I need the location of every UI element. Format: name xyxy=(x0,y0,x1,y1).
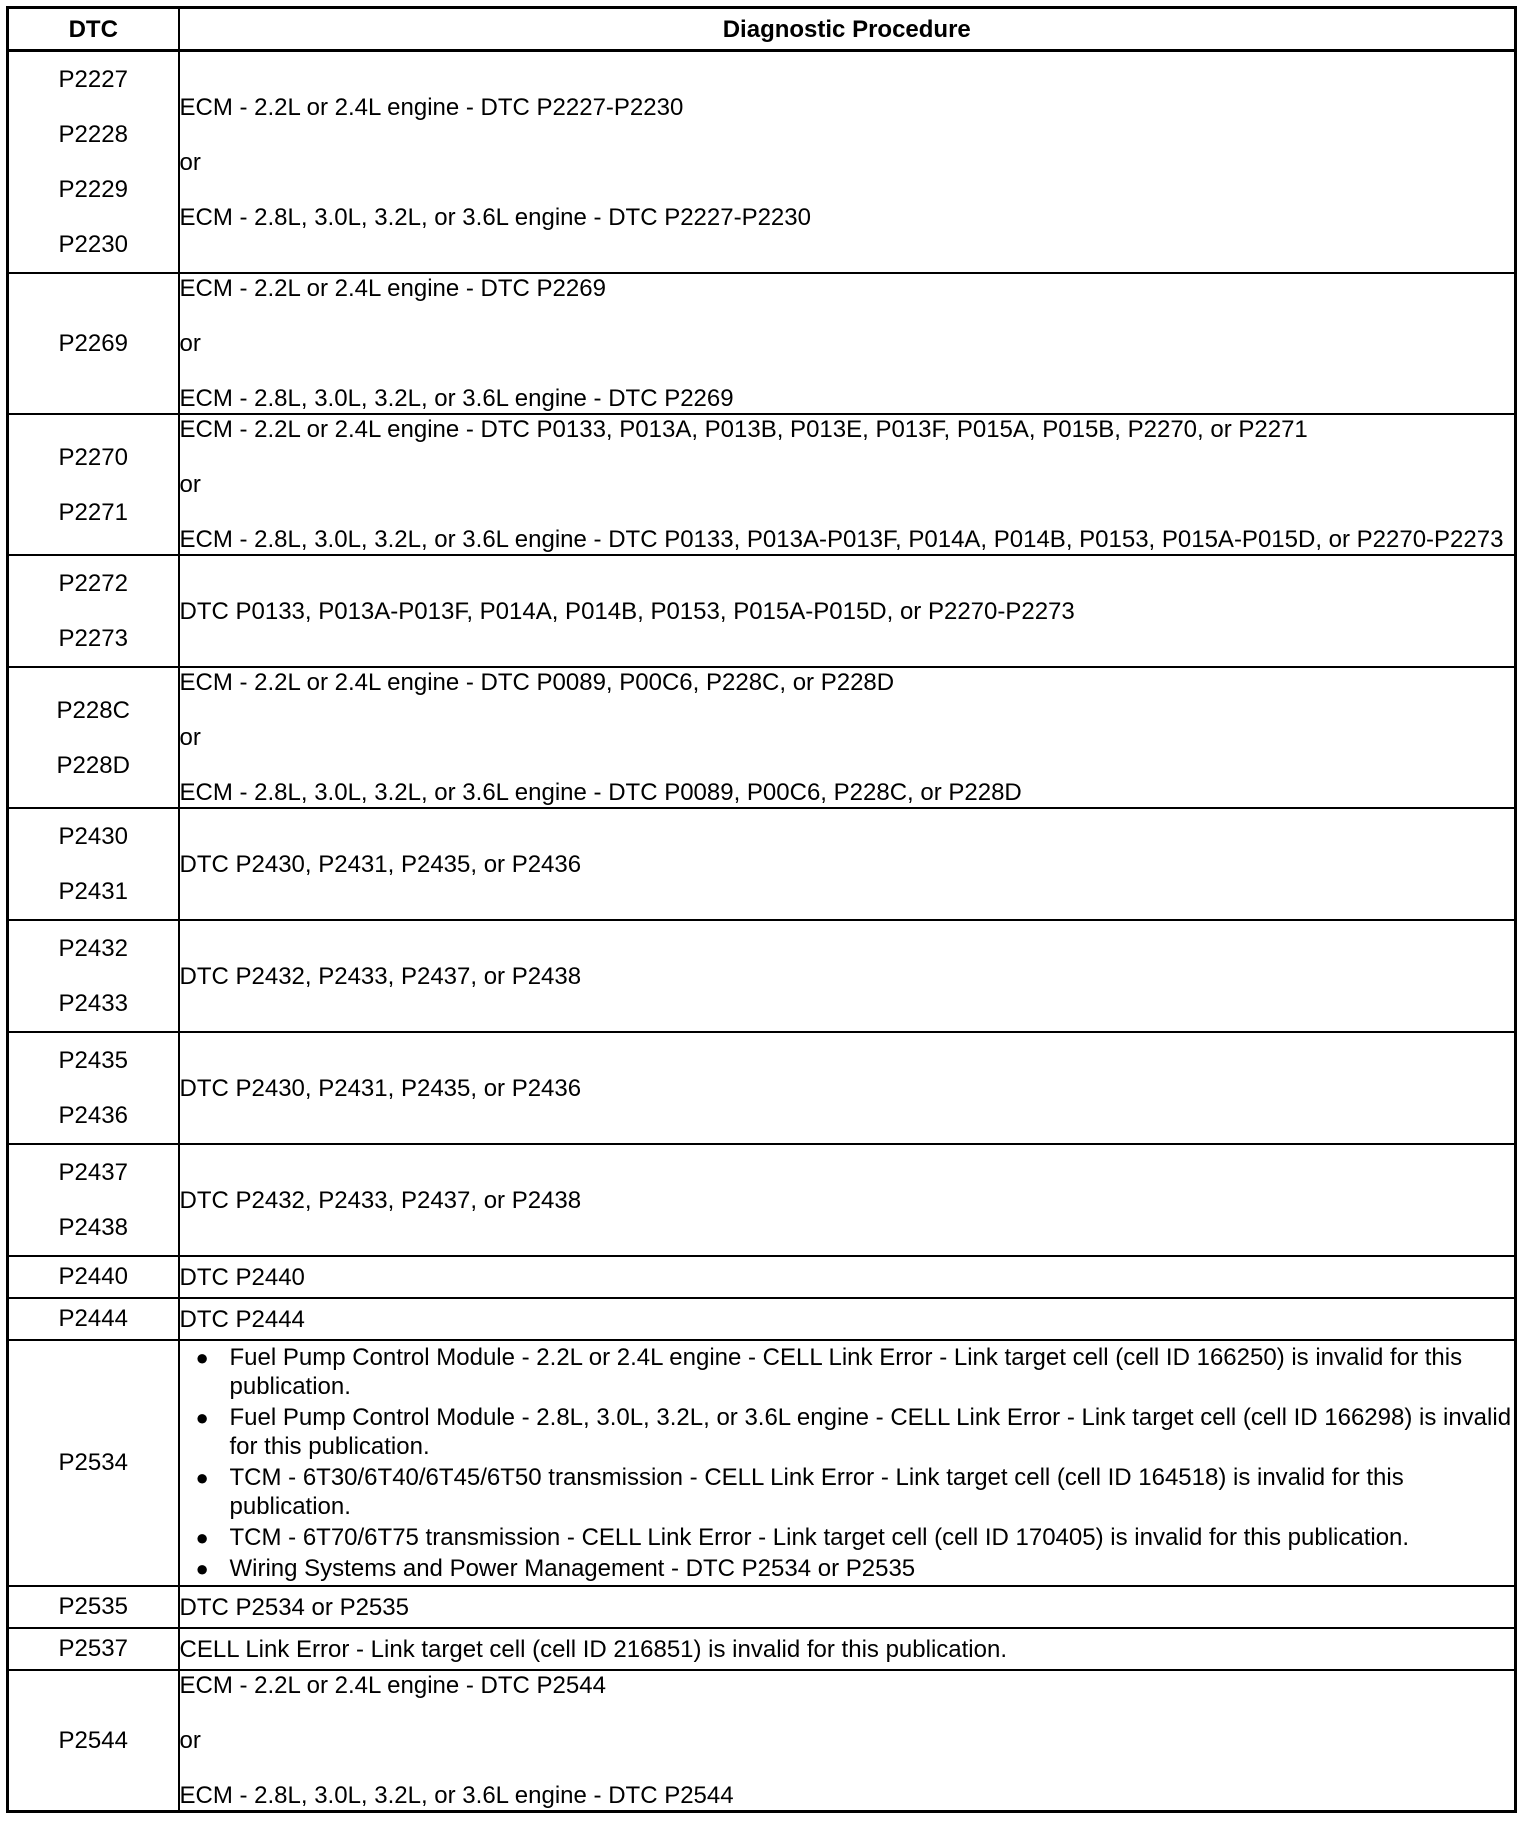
procedure-cell xyxy=(179,414,1516,555)
page xyxy=(6,6,1514,1813)
paragraph-gap xyxy=(180,1755,1515,1781)
procedure-text: ECM - 2.8L, 3.0L, 3.2L, or 3.6L engine - DTC P2544 xyxy=(179,1782,734,1809)
procedure-cell xyxy=(179,1144,1516,1256)
procedure-text: ECM - 2.2L or 2.4L engine - DTC P2544 xyxy=(179,1672,606,1699)
procedure-text: ECM - 2.2L or 2.4L engine - DTC P2269 xyxy=(179,275,606,302)
procedure-cell xyxy=(179,1586,1516,1628)
dtc-code: P2437 xyxy=(58,1159,128,1186)
procedure-text: DTC P2430, P2431, P2435, or P2436 xyxy=(179,850,582,878)
procedure-text: ECM - 2.8L, 3.0L, 3.2L, or 3.6L engine - DTC P0089, P00C6, P228C, or P228D xyxy=(179,779,1022,806)
dtc-code: P2269 xyxy=(58,329,128,357)
dtc-cell xyxy=(8,1032,179,1144)
dtc-cell xyxy=(8,1628,179,1670)
procedure-cell xyxy=(179,808,1516,920)
dtc-cell xyxy=(8,51,179,274)
procedure-cell xyxy=(179,1298,1516,1340)
dtc-cell xyxy=(8,1670,179,1812)
table-row xyxy=(8,414,1516,555)
procedure-text: ECM - 2.8L, 3.0L, 3.2L, or 3.6L engine - DTC P2269 xyxy=(179,385,734,412)
dtc-code: P2228 xyxy=(58,121,128,148)
dtc-code: P2444 xyxy=(58,1305,128,1332)
procedure-text: DTC P2444 xyxy=(179,1305,305,1333)
dtc-cell xyxy=(8,1298,179,1340)
procedure-text: DTC P2440 xyxy=(179,1263,305,1291)
procedure-bullet-item: ● Fuel Pump Control Module - 2.8L, 3.0L, 3.2L, or 3.6L engine - CELL Link Error - Link target cell (cell ID 166298) is invalid for this publication. xyxy=(230,1403,1515,1461)
procedure-cell xyxy=(179,667,1516,808)
dtc-code: P228C xyxy=(56,696,130,724)
table-row xyxy=(8,667,1516,808)
table-row xyxy=(8,1586,1516,1628)
dtc-code: P2230 xyxy=(58,231,128,258)
procedure-bullet-list xyxy=(180,1343,1515,1583)
procedure-cell xyxy=(179,920,1516,1032)
procedure-text: ECM - 2.2L or 2.4L engine - DTC P0089, P00C6, P228C, or P228D xyxy=(179,669,895,696)
procedure-cell xyxy=(179,1670,1516,1812)
paragraph-gap xyxy=(180,303,1515,329)
procedure-or-separator: or xyxy=(179,724,201,751)
procedure-text: CELL Link Error - Link target cell (cell ID 216851) is invalid for this publication. xyxy=(179,1635,1007,1663)
procedure-or-separator: or xyxy=(179,1727,201,1754)
dtc-code: P2433 xyxy=(58,990,128,1017)
paragraph-gap xyxy=(180,177,1515,203)
table-row xyxy=(8,51,1516,274)
dtc-code: P2544 xyxy=(58,1726,128,1754)
dtc-cell xyxy=(8,1340,179,1586)
dtc-code: P2227 xyxy=(58,66,128,93)
table-row xyxy=(8,1340,1516,1586)
table-row xyxy=(8,1298,1516,1340)
procedure-cell xyxy=(179,1032,1516,1144)
dtc-code: P2229 xyxy=(58,176,128,203)
table-body xyxy=(8,51,1516,1812)
paragraph-gap xyxy=(180,444,1515,470)
dtc-code: P2272 xyxy=(58,570,128,597)
paragraph-gap xyxy=(180,697,1515,723)
paragraph-gap xyxy=(180,752,1515,778)
dtc-column-header: DTC xyxy=(8,8,179,51)
table-row xyxy=(8,1628,1516,1670)
procedure-text: ECM - 2.8L, 3.0L, 3.2L, or 3.6L engine - DTC P0133, P013A-P013F, P014A, P014B, P0153, P015A-P015D, or P2270-P2273 xyxy=(179,526,1504,553)
procedure-cell xyxy=(179,1340,1516,1586)
procedure-bullet-item: ● Wiring Systems and Power Management - DTC P2534 or P2535 xyxy=(230,1554,1515,1583)
paragraph-gap xyxy=(180,358,1515,384)
procedure-or-separator: or xyxy=(179,148,201,176)
dtc-code: P2270 xyxy=(58,443,128,471)
procedure-cell xyxy=(179,51,1516,274)
table-row xyxy=(8,1256,1516,1298)
paragraph-gap xyxy=(180,1700,1515,1726)
dtc-code: P2537 xyxy=(58,1635,128,1662)
procedure-column-header: Diagnostic Procedure xyxy=(179,8,1516,51)
dtc-cell xyxy=(8,1586,179,1628)
dtc-table xyxy=(6,6,1517,1813)
dtc-cell xyxy=(8,667,179,808)
procedure-or-separator: or xyxy=(179,330,201,357)
procedure-cell xyxy=(179,1628,1516,1670)
dtc-code: P2435 xyxy=(58,1047,128,1074)
procedure-cell xyxy=(179,555,1516,667)
table-row xyxy=(8,273,1516,414)
dtc-cell xyxy=(8,808,179,920)
dtc-code: P2440 xyxy=(58,1263,128,1290)
dtc-code: P2535 xyxy=(58,1593,128,1620)
paragraph-gap xyxy=(180,122,1515,148)
dtc-cell xyxy=(8,920,179,1032)
table-row xyxy=(8,555,1516,667)
table-row xyxy=(8,1032,1516,1144)
procedure-bullet-item: ● TCM - 6T70/6T75 transmission - CELL Link Error - Link target cell (cell ID 170405) is invalid for this publication. xyxy=(230,1523,1515,1552)
table-row xyxy=(8,1670,1516,1812)
dtc-cell xyxy=(8,1144,179,1256)
procedure-text: DTC P2534 or P2535 xyxy=(179,1593,409,1621)
procedure-text: ECM - 2.2L or 2.4L engine - DTC P0133, P013A, P013B, P013E, P013F, P015A, P015B, P2270, or P2271 xyxy=(179,416,1308,443)
procedure-cell xyxy=(179,273,1516,414)
dtc-code: P228D xyxy=(56,751,130,779)
dtc-code: P2271 xyxy=(58,498,128,526)
paragraph-gap xyxy=(180,499,1515,525)
dtc-code: P2438 xyxy=(58,1214,128,1241)
procedure-text: DTC P2430, P2431, P2435, or P2436 xyxy=(179,1074,582,1102)
procedure-text: ECM - 2.2L or 2.4L engine - DTC P2227-P2230 xyxy=(179,93,684,121)
dtc-cell xyxy=(8,273,179,414)
procedure-text: DTC P2432, P2433, P2437, or P2438 xyxy=(179,1186,582,1214)
table-row xyxy=(8,1144,1516,1256)
procedure-bullet-item: ● Fuel Pump Control Module - 2.2L or 2.4L engine - CELL Link Error - Link target cell (cell ID 166250) is invalid for this publication. xyxy=(230,1343,1515,1401)
dtc-code: P2436 xyxy=(58,1102,128,1129)
dtc-code: P2431 xyxy=(58,878,128,905)
procedure-text: DTC P2432, P2433, P2437, or P2438 xyxy=(179,962,582,990)
dtc-cell xyxy=(8,555,179,667)
procedure-text: DTC P0133, P013A-P013F, P014A, P014B, P0153, P015A-P015D, or P2270-P2273 xyxy=(179,597,1075,625)
table-row xyxy=(8,808,1516,920)
procedure-or-separator: or xyxy=(179,471,201,498)
dtc-code: P2430 xyxy=(58,823,128,850)
dtc-code: P2534 xyxy=(58,1449,128,1476)
procedure-cell xyxy=(179,1256,1516,1298)
table-row xyxy=(8,920,1516,1032)
dtc-cell xyxy=(8,1256,179,1298)
table-header-row xyxy=(8,8,1516,51)
dtc-code: P2432 xyxy=(58,935,128,962)
dtc-cell xyxy=(8,414,179,555)
procedure-bullet-item: ● TCM - 6T30/6T40/6T45/6T50 transmission - CELL Link Error - Link target cell (cell ID 164518) is invalid for this publication. xyxy=(230,1463,1515,1521)
dtc-code: P2273 xyxy=(58,625,128,652)
procedure-text: ECM - 2.8L, 3.0L, 3.2L, or 3.6L engine - DTC P2227-P2230 xyxy=(179,203,811,231)
